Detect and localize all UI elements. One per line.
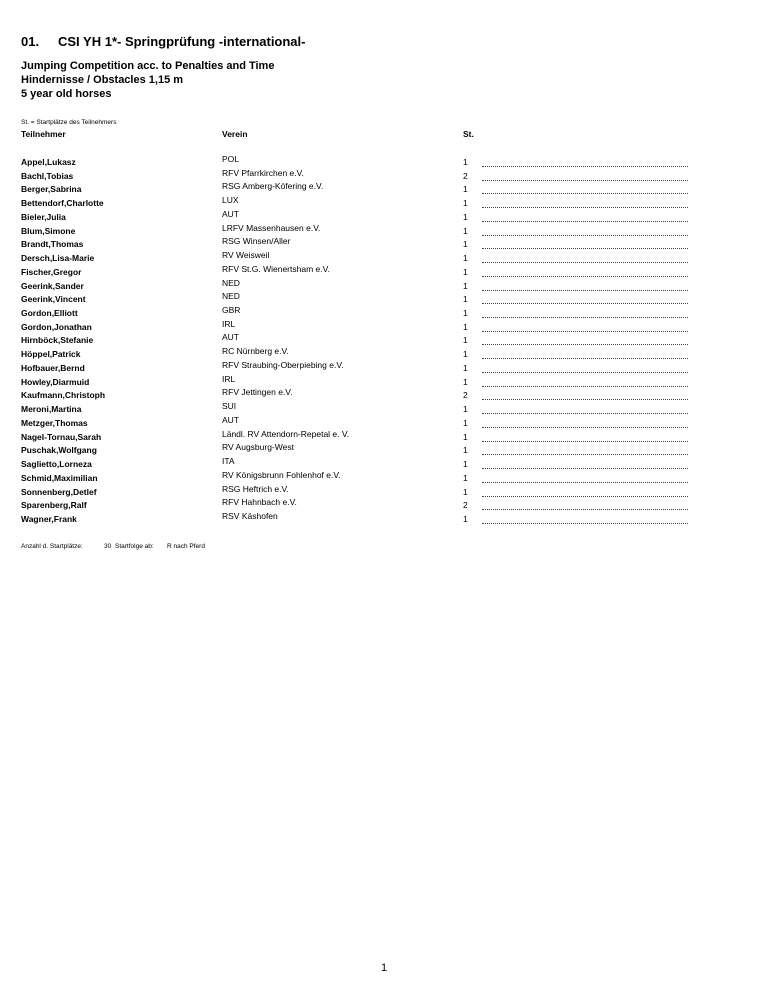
table-row xyxy=(0,332,768,346)
club-name: RSG Winsen/Aller xyxy=(222,236,291,247)
participant-name: Hofbauer,Bernd xyxy=(21,362,85,373)
table-row xyxy=(0,154,768,168)
start-count: 1 xyxy=(463,349,468,360)
participant-name: Geerink,Vincent xyxy=(21,294,86,305)
club-name: NED xyxy=(222,291,240,302)
participant-name: Bettendorf,Charlotte xyxy=(21,198,104,209)
club-name: RSV Käshofen xyxy=(222,510,278,521)
table-row xyxy=(0,319,768,333)
footer-order-value: R nach Pferd xyxy=(167,543,205,550)
start-count: 2 xyxy=(463,500,468,511)
start-count: 1 xyxy=(463,445,468,456)
club-name: AUT xyxy=(222,208,239,219)
dotted-entry-line xyxy=(482,515,688,524)
participant-name: Schmid,Maximilian xyxy=(21,472,98,483)
participant-name: Höppel,Patrick xyxy=(21,349,81,360)
table-row xyxy=(0,305,768,319)
start-count: 1 xyxy=(463,513,468,524)
start-count: 1 xyxy=(463,486,468,497)
dotted-entry-line xyxy=(482,419,688,428)
competition-number: 01. xyxy=(21,34,40,49)
dotted-entry-line xyxy=(482,446,688,455)
start-count: 1 xyxy=(463,404,468,415)
participant-name: Puschak,Wolfgang xyxy=(21,445,97,456)
participant-name: Gordon,Elliott xyxy=(21,308,78,319)
table-row xyxy=(0,442,768,456)
dotted-entry-line xyxy=(482,295,688,304)
club-name: RV Königsbrunn Fohlenhof e.V. xyxy=(222,469,341,480)
dotted-entry-line xyxy=(482,227,688,236)
start-count: 1 xyxy=(463,225,468,236)
club-name: LUX xyxy=(222,195,239,206)
dotted-entry-line xyxy=(482,391,688,400)
participant-name: Meroni,Martina xyxy=(21,404,82,415)
club-name: RFV Straubing-Oberpiebing e.V. xyxy=(222,359,344,370)
table-row xyxy=(0,429,768,443)
table-row xyxy=(0,291,768,305)
club-name: RFV Jettingen e.V. xyxy=(222,387,293,398)
dotted-entry-line xyxy=(482,254,688,263)
table-row xyxy=(0,195,768,209)
start-count: 1 xyxy=(463,266,468,277)
dotted-entry-line xyxy=(482,488,688,497)
start-count: 1 xyxy=(463,335,468,346)
start-count: 1 xyxy=(463,472,468,483)
start-count: 1 xyxy=(463,362,468,373)
column-header-participant: Teilnehmer xyxy=(21,129,66,139)
dotted-entry-line xyxy=(482,364,688,373)
club-name: IRL xyxy=(222,318,236,329)
participant-name: Fischer,Gregor xyxy=(21,266,82,277)
table-row xyxy=(0,264,768,278)
table-row xyxy=(0,209,768,223)
competition-title: CSI YH 1*- Springprüfung -international- xyxy=(58,34,306,49)
table-row xyxy=(0,415,768,429)
table-row xyxy=(0,236,768,250)
dotted-entry-line xyxy=(482,185,688,194)
table-row xyxy=(0,470,768,484)
table-row xyxy=(0,181,768,195)
table-row xyxy=(0,223,768,237)
club-name: RSG Amberg-Köfering e.V. xyxy=(222,181,324,192)
table-row xyxy=(0,168,768,182)
start-count: 1 xyxy=(463,308,468,319)
participant-name: Bachl,Tobias xyxy=(21,170,74,181)
start-count: 1 xyxy=(463,459,468,470)
participant-name: Appel,Lukasz xyxy=(21,157,76,167)
participant-name: Nagel-Tornau,Sarah xyxy=(21,431,102,442)
table-row xyxy=(0,278,768,292)
club-name: SUI xyxy=(222,401,237,412)
club-name: RFV St.G. Wienertsham e.V. xyxy=(222,263,330,274)
club-name: Ländl. RV Attendorn-Repetal e. V. xyxy=(222,428,350,439)
start-count: 1 xyxy=(463,431,468,442)
start-count: 1 xyxy=(463,253,468,264)
subtitle-line: Hindernisse / Obstacles 1,15 m xyxy=(21,74,184,86)
start-count: 1 xyxy=(463,376,468,387)
start-count: 2 xyxy=(463,170,468,181)
column-header-club: Verein xyxy=(222,129,248,139)
footer-count-value: 30 xyxy=(104,543,112,550)
table-row xyxy=(0,401,768,415)
club-name: RSG Heftrich e.V. xyxy=(222,483,289,494)
club-name: NED xyxy=(222,277,240,288)
club-name: LRFV Massenhausen e.V. xyxy=(222,222,321,233)
table-row xyxy=(0,250,768,264)
club-name: IRL xyxy=(222,373,236,384)
club-name: ITA xyxy=(222,456,235,467)
table-row xyxy=(0,497,768,511)
dotted-entry-line xyxy=(482,433,688,442)
participant-name: Howley,Diarmuid xyxy=(21,376,90,387)
dotted-entry-line xyxy=(482,213,688,222)
table-row xyxy=(0,387,768,401)
start-count: 1 xyxy=(463,294,468,305)
table-row xyxy=(0,484,768,498)
subtitle-line: 5 year old horses xyxy=(21,88,112,100)
table-row xyxy=(0,374,768,388)
club-name: POL xyxy=(222,154,240,164)
participant-name: Blum,Simone xyxy=(21,225,76,236)
participant-name: Geerink,Sander xyxy=(21,280,84,291)
participant-name: Dersch,Lisa-Marie xyxy=(21,253,95,264)
club-name: AUT xyxy=(222,332,239,343)
participant-name: Kaufmann,Christoph xyxy=(21,390,106,401)
dotted-entry-line xyxy=(482,158,688,167)
club-name: RFV Pfarrkirchen e.V. xyxy=(222,167,304,178)
dotted-entry-line xyxy=(482,378,688,387)
club-name: RV Augsburg-West xyxy=(222,442,294,453)
table-row xyxy=(0,346,768,360)
participant-name: Bieler,Julia xyxy=(21,211,66,222)
table-row xyxy=(0,360,768,374)
club-name: RV Weisweil xyxy=(222,250,270,261)
footer-order-label: Startfolge ab: xyxy=(115,543,154,550)
participant-name: Sparenberg,Ralf xyxy=(21,500,87,511)
dotted-entry-line xyxy=(482,323,688,332)
dotted-entry-line xyxy=(482,172,688,181)
club-name: RC Nürnberg e.V. xyxy=(222,346,289,357)
table-row xyxy=(0,511,768,525)
participant-name: Gordon,Jonathan xyxy=(21,321,92,332)
participant-name: Hirnböck,Stefanie xyxy=(21,335,94,346)
start-count: 1 xyxy=(463,239,468,250)
start-count: 1 xyxy=(463,198,468,209)
dotted-entry-line xyxy=(482,501,688,510)
participant-name: Metzger,Thomas xyxy=(21,417,88,428)
club-name: AUT xyxy=(222,414,239,425)
start-count: 1 xyxy=(463,184,468,195)
dotted-entry-line xyxy=(482,405,688,414)
start-count: 2 xyxy=(463,390,468,401)
dotted-entry-line xyxy=(482,199,688,208)
dotted-entry-line xyxy=(482,240,688,249)
participant-name: Sonnenberg,Detlef xyxy=(21,486,97,497)
dotted-entry-line xyxy=(482,282,688,291)
dotted-entry-line xyxy=(482,460,688,469)
participant-name: Saglietto,Lorneza xyxy=(21,459,92,470)
table-row xyxy=(0,456,768,470)
subtitle-line: Jumping Competition acc. to Penalties and Time xyxy=(21,60,275,72)
start-count: 1 xyxy=(463,157,468,167)
participant-name: Brandt,Thomas xyxy=(21,239,84,250)
footer-count-label: Anzahl d. Startplätze: xyxy=(21,543,83,550)
dotted-entry-line xyxy=(482,268,688,277)
start-count: 1 xyxy=(463,280,468,291)
dotted-entry-line xyxy=(482,336,688,345)
club-name: GBR xyxy=(222,305,241,316)
start-count: 1 xyxy=(463,417,468,428)
column-header-starts: St. xyxy=(463,129,474,139)
participant-name: Berger,Sabrina xyxy=(21,184,82,195)
start-count: 1 xyxy=(463,211,468,222)
legend-note: St. = Startplätze des Teilnehmers xyxy=(21,119,117,126)
dotted-entry-line xyxy=(482,350,688,359)
dotted-entry-line xyxy=(482,309,688,318)
club-name: RFV Hahnbach e.V. xyxy=(222,497,297,508)
participant-name: Wagner,Frank xyxy=(21,513,77,524)
page-number: 1 xyxy=(380,962,388,974)
start-count: 1 xyxy=(463,321,468,332)
dotted-entry-line xyxy=(482,474,688,483)
